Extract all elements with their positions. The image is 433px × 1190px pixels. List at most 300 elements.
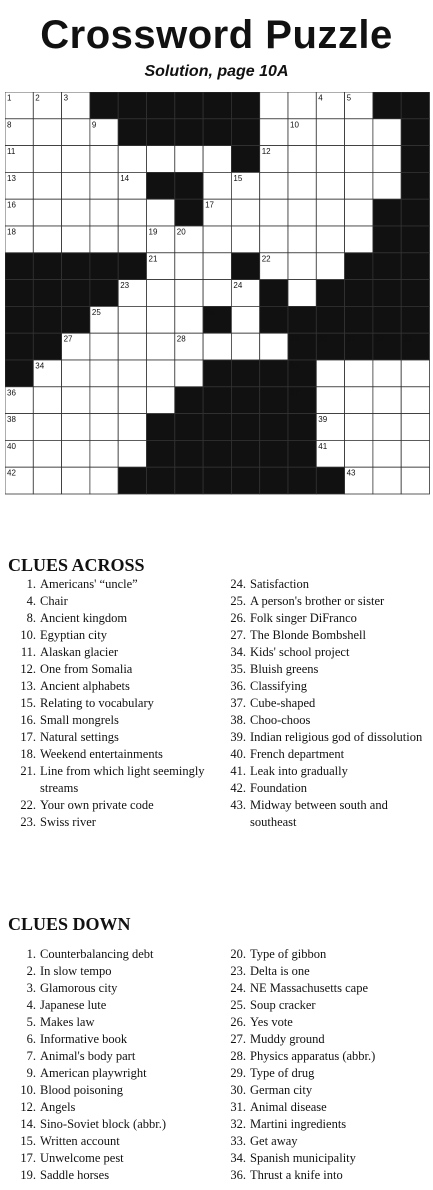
clue-item xyxy=(6,712,210,729)
clue-number: 26. xyxy=(230,1015,246,1029)
grid-cell[interactable] xyxy=(288,146,316,173)
grid-cell[interactable] xyxy=(175,280,203,307)
grid-block xyxy=(118,92,146,119)
grid-cell[interactable] xyxy=(231,226,259,253)
clue-number: 25. xyxy=(230,998,246,1012)
clue-text: Makes law xyxy=(40,1015,95,1029)
grid-cell[interactable] xyxy=(260,226,288,253)
cell-number: 40 xyxy=(7,441,16,451)
cell-number: 7 xyxy=(403,93,408,103)
clue-number: 20. xyxy=(230,947,246,961)
grid-cell[interactable] xyxy=(147,199,175,226)
clue-number: 9. xyxy=(26,1066,36,1080)
grid-block xyxy=(288,306,316,333)
grid-cell[interactable] xyxy=(90,333,118,360)
grid-cell[interactable] xyxy=(118,306,146,333)
grid-cell[interactable] xyxy=(203,333,231,360)
clue-number: 10. xyxy=(20,628,36,642)
grid-cell[interactable] xyxy=(118,146,146,173)
grid-cell[interactable] xyxy=(62,440,90,467)
grid-cell[interactable] xyxy=(373,119,401,146)
grid-cell[interactable] xyxy=(316,226,344,253)
clues-across-heading: CLUES ACROSS xyxy=(8,555,145,575)
grid-cell[interactable] xyxy=(260,333,288,360)
clue-text: Thrust a knife into xyxy=(250,1168,343,1182)
cell-number: 30 xyxy=(318,334,328,344)
cell-number: 4 xyxy=(318,93,323,103)
grid-block xyxy=(260,414,288,441)
grid-cell[interactable] xyxy=(33,387,61,414)
grid-cell[interactable] xyxy=(316,172,344,199)
grid-cell[interactable] xyxy=(90,172,118,199)
grid-block xyxy=(175,387,203,414)
grid-cell[interactable] xyxy=(401,440,429,467)
clue-item xyxy=(220,1099,430,1116)
grid-cell[interactable] xyxy=(118,333,146,360)
clue-number: 30. xyxy=(230,1083,246,1097)
clue-text: Glamorous city xyxy=(40,981,118,995)
grid-cell[interactable] xyxy=(373,414,401,441)
clue-number: 22. xyxy=(20,798,36,812)
clue-text: Blood poisoning xyxy=(40,1083,123,1097)
clue-number: 18. xyxy=(20,747,36,761)
grid-cell[interactable] xyxy=(62,146,90,173)
grid-block xyxy=(260,360,288,387)
grid-block xyxy=(373,226,401,253)
clue-text: Choo-choos xyxy=(250,713,311,727)
clue-item xyxy=(6,678,210,695)
cell-number: 3 xyxy=(63,93,69,103)
clue-item xyxy=(6,610,210,627)
grid-block xyxy=(175,119,203,146)
grid-cell[interactable] xyxy=(316,387,344,414)
grid-block xyxy=(175,414,203,441)
grid-block xyxy=(175,440,203,467)
grid-cell[interactable] xyxy=(316,119,344,146)
clue-item xyxy=(6,946,210,963)
grid-cell[interactable] xyxy=(345,119,373,146)
grid-cell[interactable] xyxy=(260,92,288,119)
grid-block xyxy=(175,172,203,199)
grid-block xyxy=(231,440,259,467)
grid-cell[interactable] xyxy=(401,467,429,494)
grid-cell[interactable] xyxy=(260,199,288,226)
grid-cell[interactable] xyxy=(203,226,231,253)
clue-text: Type of drug xyxy=(250,1066,315,1080)
grid-block xyxy=(260,467,288,494)
grid-cell[interactable] xyxy=(373,440,401,467)
grid-cell[interactable] xyxy=(373,467,401,494)
clue-text: Classifying xyxy=(250,679,307,693)
grid-cell[interactable] xyxy=(231,333,259,360)
clue-text: Delta is one xyxy=(250,964,310,978)
clue-text: Midway between south and southeast xyxy=(250,798,388,829)
cell-number: 11 xyxy=(7,147,16,157)
grid-block xyxy=(401,172,429,199)
clue-number: 10. xyxy=(20,1083,36,1097)
grid-block xyxy=(33,280,61,307)
clue-item xyxy=(220,729,430,746)
cell-number: 31 xyxy=(346,334,356,344)
cell-number: 24 xyxy=(233,281,243,291)
clue-item xyxy=(6,963,210,980)
clue-item xyxy=(6,1116,210,1133)
grid-cell[interactable] xyxy=(33,226,61,253)
clue-text: Get away xyxy=(250,1134,298,1148)
grid-cell[interactable] xyxy=(147,306,175,333)
grid-cell[interactable] xyxy=(62,119,90,146)
clue-number: 42. xyxy=(230,781,246,795)
grid-cell[interactable] xyxy=(118,414,146,441)
down-clues-left xyxy=(6,946,210,1184)
grid-cell[interactable] xyxy=(203,280,231,307)
crossword-grid xyxy=(5,92,430,495)
grid-block xyxy=(147,414,175,441)
grid-cell[interactable] xyxy=(147,146,175,173)
grid-cell[interactable] xyxy=(175,306,203,333)
clue-item xyxy=(220,946,430,963)
grid-block xyxy=(401,226,429,253)
grid-cell[interactable] xyxy=(316,199,344,226)
grid-block xyxy=(401,306,429,333)
grid-block xyxy=(5,253,33,280)
grid-cell[interactable] xyxy=(118,199,146,226)
grid-cell[interactable] xyxy=(373,360,401,387)
cell-number: 29 xyxy=(290,334,299,344)
clue-text: French department xyxy=(250,747,345,761)
grid-block xyxy=(316,467,344,494)
grid-block xyxy=(147,119,175,146)
grid-cell[interactable] xyxy=(90,226,118,253)
clue-text: Americans' “uncle” xyxy=(40,577,138,591)
clue-number: 27. xyxy=(230,1032,246,1046)
clue-number: 29. xyxy=(230,1066,246,1080)
clue-text: Animal disease xyxy=(250,1100,327,1114)
cell-number: 33 xyxy=(403,334,413,344)
cell-number: 16 xyxy=(7,200,16,210)
clue-number: 7. xyxy=(26,1049,36,1063)
grid-cell[interactable] xyxy=(62,226,90,253)
grid-cell[interactable] xyxy=(62,467,90,494)
clue-text: Written account xyxy=(40,1134,120,1148)
grid-cell[interactable] xyxy=(90,467,118,494)
grid-cell[interactable] xyxy=(288,172,316,199)
grid-cell[interactable] xyxy=(288,199,316,226)
grid-block xyxy=(260,306,288,333)
grid-block xyxy=(5,306,33,333)
clue-number: 35. xyxy=(230,662,246,676)
clue-item xyxy=(220,644,430,661)
cell-number: 10 xyxy=(290,120,299,130)
grid-cell[interactable] xyxy=(288,226,316,253)
clue-number: 4. xyxy=(26,998,36,1012)
grid-block xyxy=(373,280,401,307)
grid-cell[interactable] xyxy=(62,387,90,414)
clue-number: 37. xyxy=(230,696,246,710)
clue-number: 1. xyxy=(26,947,36,961)
grid-cell[interactable] xyxy=(147,387,175,414)
clue-item xyxy=(6,644,210,661)
grid-cell[interactable] xyxy=(33,467,61,494)
clue-text: NE Massachusetts cape xyxy=(250,981,369,995)
grid-block xyxy=(203,92,231,119)
grid-block xyxy=(401,146,429,173)
clue-number: 15. xyxy=(20,1134,36,1148)
grid-cell[interactable] xyxy=(401,387,429,414)
grid-block xyxy=(231,119,259,146)
grid-block xyxy=(288,440,316,467)
grid-cell[interactable] xyxy=(203,172,231,199)
grid-cell[interactable] xyxy=(260,172,288,199)
cell-number: 39 xyxy=(318,415,328,425)
clue-number: 25. xyxy=(230,594,246,608)
clue-item xyxy=(220,746,430,763)
clue-number: 6. xyxy=(26,1032,36,1046)
clue-number: 33. xyxy=(230,1134,246,1148)
clue-number: 21. xyxy=(20,764,36,778)
grid-block xyxy=(33,253,61,280)
clue-text: Soup cracker xyxy=(250,998,316,1012)
grid-block xyxy=(373,253,401,280)
grid-block xyxy=(175,92,203,119)
clue-text: Line from which light seemingly streams xyxy=(40,764,205,795)
grid-block xyxy=(147,467,175,494)
grid-cell[interactable] xyxy=(62,172,90,199)
grid-cell[interactable] xyxy=(33,172,61,199)
clue-item xyxy=(220,1048,430,1065)
grid-block xyxy=(231,253,259,280)
clue-text: Yes vote xyxy=(250,1015,293,1029)
grid-cell[interactable] xyxy=(288,280,316,307)
grid-block xyxy=(62,306,90,333)
clue-item xyxy=(220,963,430,980)
grid-cell[interactable] xyxy=(316,253,344,280)
cell-number: 28 xyxy=(176,334,186,344)
clue-item xyxy=(220,610,430,627)
grid-cell[interactable] xyxy=(90,360,118,387)
clue-text: Chair xyxy=(40,594,68,608)
cell-number: 42 xyxy=(7,468,16,478)
clue-text: Small mongrels xyxy=(40,713,119,727)
clues-down-heading: CLUES DOWN xyxy=(8,914,131,934)
grid-block xyxy=(231,146,259,173)
clue-text: Sino-Soviet block (abbr.) xyxy=(40,1117,167,1131)
grid-cell[interactable] xyxy=(90,199,118,226)
cell-number: 8 xyxy=(7,120,12,130)
grid-block xyxy=(203,414,231,441)
grid-cell[interactable] xyxy=(373,387,401,414)
clue-text: Saddle horses xyxy=(40,1168,110,1182)
grid-block xyxy=(118,253,146,280)
clue-item xyxy=(6,1014,210,1031)
grid-block xyxy=(316,306,344,333)
cell-number: 1 xyxy=(7,93,12,103)
grid-cell[interactable] xyxy=(231,306,259,333)
clue-text: Cube-shaped xyxy=(250,696,316,710)
grid-cell[interactable] xyxy=(175,253,203,280)
grid-block xyxy=(33,306,61,333)
grid-cell[interactable] xyxy=(316,146,344,173)
clue-item xyxy=(220,1031,430,1048)
grid-block xyxy=(316,280,344,307)
grid-cell[interactable] xyxy=(62,414,90,441)
clue-text: Satisfaction xyxy=(250,577,310,591)
grid-block xyxy=(401,253,429,280)
clue-item xyxy=(6,980,210,997)
grid-cell[interactable] xyxy=(288,92,316,119)
grid-block xyxy=(260,440,288,467)
cell-number: 26 xyxy=(205,307,215,317)
grid-cell[interactable] xyxy=(90,440,118,467)
grid-cell[interactable] xyxy=(33,199,61,226)
grid-cell[interactable] xyxy=(90,146,118,173)
grid-cell[interactable] xyxy=(147,360,175,387)
clue-text: Spanish municipality xyxy=(250,1151,356,1165)
clue-item xyxy=(220,1150,430,1167)
grid-cell[interactable] xyxy=(345,414,373,441)
grid-cell[interactable] xyxy=(147,333,175,360)
grid-cell[interactable] xyxy=(345,387,373,414)
clue-number: 4. xyxy=(26,594,36,608)
grid-cell[interactable] xyxy=(345,146,373,173)
grid-block xyxy=(345,253,373,280)
grid-cell[interactable] xyxy=(288,253,316,280)
puzzle-title: Crossword Puzzle xyxy=(40,13,393,57)
grid-cell[interactable] xyxy=(90,387,118,414)
clue-number: 14. xyxy=(20,1117,36,1131)
clue-item xyxy=(6,1031,210,1048)
clue-item xyxy=(6,695,210,712)
cell-number: 21 xyxy=(148,254,158,264)
clue-text: American playwright xyxy=(40,1066,147,1080)
grid-cell[interactable] xyxy=(118,226,146,253)
grid-cell[interactable] xyxy=(203,253,231,280)
clue-number: 24. xyxy=(230,577,246,591)
clue-item xyxy=(6,1099,210,1116)
grid-cell[interactable] xyxy=(345,226,373,253)
grid-cell[interactable] xyxy=(316,360,344,387)
grid-block xyxy=(345,306,373,333)
grid-cell[interactable] xyxy=(260,119,288,146)
grid-block xyxy=(401,119,429,146)
grid-block xyxy=(90,92,118,119)
clue-text: Informative book xyxy=(40,1032,128,1046)
clue-text: Ancient kingdom xyxy=(40,611,128,625)
clue-text: Natural settings xyxy=(40,730,119,744)
grid-cell[interactable] xyxy=(401,360,429,387)
grid-cell[interactable] xyxy=(345,440,373,467)
clue-item xyxy=(220,980,430,997)
cell-number: 22 xyxy=(261,254,271,264)
grid-cell[interactable] xyxy=(175,360,203,387)
grid-cell[interactable] xyxy=(33,414,61,441)
grid-block xyxy=(62,253,90,280)
clue-item xyxy=(220,1133,430,1150)
clue-number: 15. xyxy=(20,696,36,710)
clue-number: 17. xyxy=(20,1151,36,1165)
clue-item xyxy=(220,712,430,729)
clue-text: Swiss river xyxy=(40,815,96,829)
grid-block xyxy=(147,172,175,199)
grid-cell[interactable] xyxy=(147,280,175,307)
grid-cell[interactable] xyxy=(62,360,90,387)
grid-block xyxy=(231,360,259,387)
clue-number: 17. xyxy=(20,730,36,744)
grid-cell[interactable] xyxy=(203,146,231,173)
grid-block xyxy=(90,280,118,307)
clue-item xyxy=(6,814,210,831)
cell-number: 35 xyxy=(290,361,299,371)
clue-item xyxy=(6,797,210,814)
clue-number: 28. xyxy=(230,1049,246,1063)
cell-number: 5 xyxy=(346,93,352,103)
grid-block xyxy=(231,92,259,119)
across-clues-left xyxy=(6,576,210,831)
grid-cell[interactable] xyxy=(118,440,146,467)
clue-text: A person's brother or sister xyxy=(250,594,385,608)
grid-block xyxy=(175,199,203,226)
clue-number: 43. xyxy=(230,798,246,812)
clue-item xyxy=(220,763,430,780)
cell-number: 17 xyxy=(205,200,215,210)
grid-cell[interactable] xyxy=(33,146,61,173)
grid-cell[interactable] xyxy=(33,440,61,467)
clue-item xyxy=(6,593,210,610)
clue-text: Physics apparatus (abbr.) xyxy=(250,1049,376,1063)
clue-item xyxy=(6,997,210,1014)
grid-cell[interactable] xyxy=(118,387,146,414)
grid-block xyxy=(203,119,231,146)
grid-cell[interactable] xyxy=(373,172,401,199)
clue-item xyxy=(220,1167,430,1184)
grid-cell[interactable] xyxy=(345,360,373,387)
cell-number: 15 xyxy=(233,173,243,183)
grid-cell[interactable] xyxy=(231,199,259,226)
clue-item xyxy=(6,661,210,678)
clue-number: 31. xyxy=(230,1100,246,1114)
grid-cell[interactable] xyxy=(373,146,401,173)
clue-item xyxy=(220,678,430,695)
clue-text: In slow tempo xyxy=(40,964,112,978)
grid-cell[interactable] xyxy=(33,119,61,146)
clue-text: Egyptian city xyxy=(40,628,107,642)
clue-item xyxy=(6,1065,210,1082)
clue-item xyxy=(220,780,430,797)
clue-number: 24. xyxy=(230,981,246,995)
grid-cell[interactable] xyxy=(345,172,373,199)
grid-cell[interactable] xyxy=(90,414,118,441)
cell-number: 38 xyxy=(7,415,16,425)
clue-number: 26. xyxy=(230,611,246,625)
grid-block xyxy=(401,199,429,226)
clue-text: Folk singer DiFranco xyxy=(250,611,357,625)
clue-item xyxy=(6,763,210,797)
clue-text: Alaskan glacier xyxy=(40,645,119,659)
grid-cell[interactable] xyxy=(118,360,146,387)
grid-cell[interactable] xyxy=(62,199,90,226)
grid-cell[interactable] xyxy=(345,199,373,226)
grid-cell[interactable] xyxy=(175,146,203,173)
clue-item xyxy=(220,1116,430,1133)
grid-block xyxy=(147,440,175,467)
cell-number: 41 xyxy=(318,441,328,451)
clue-item xyxy=(220,1082,430,1099)
clue-text: Angels xyxy=(40,1100,76,1114)
clue-item xyxy=(6,627,210,644)
grid-cell[interactable] xyxy=(401,414,429,441)
clue-number: 12. xyxy=(20,1100,36,1114)
cell-number: 36 xyxy=(7,388,16,398)
